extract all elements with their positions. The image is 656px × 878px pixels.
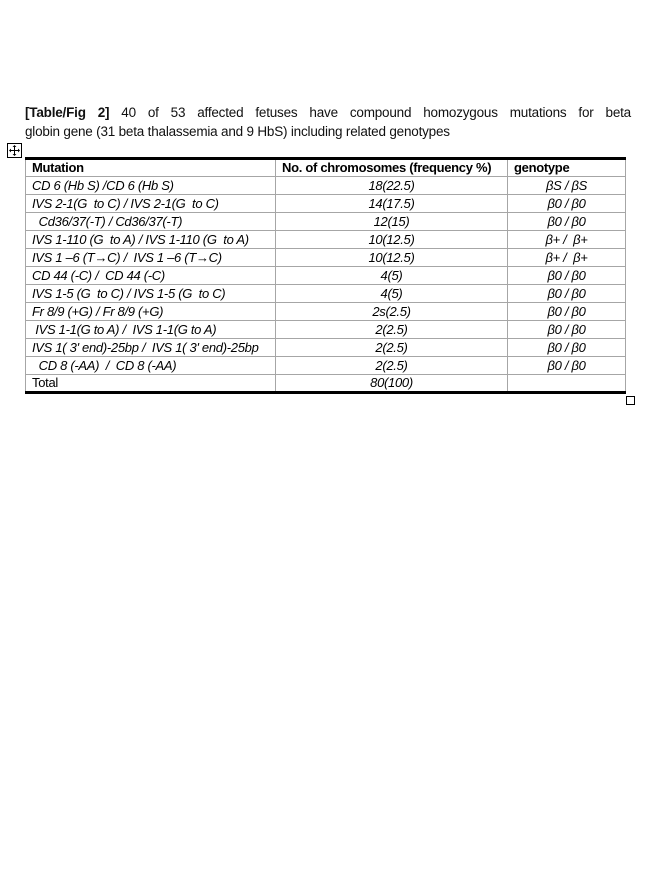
caption-line-2: globin gene (31 beta thalassemia and 9 HbS) including related genotypes [25, 124, 450, 139]
genotype-cell: β0 / β0 [508, 195, 626, 213]
mutation-cell: IVS 1-5 (G to C) / IVS 1-5 (G to C) [26, 285, 276, 303]
chromosomes-cell: 2s(2.5) [276, 303, 508, 321]
mutation-cell: CD 8 (-AA) / CD 8 (-AA) [26, 357, 276, 375]
table-row [26, 267, 626, 285]
table-header-row [26, 159, 626, 177]
table-row [26, 177, 626, 195]
table-row [26, 285, 626, 303]
chromosomes-cell: 10(12.5) [276, 231, 508, 249]
table-row [26, 249, 626, 267]
table-body [26, 177, 626, 393]
table-row [26, 321, 626, 339]
genotype-cell: β0 / β0 [508, 213, 626, 231]
column-header-chromosomes: No. of chromosomes (frequency %) [276, 159, 508, 177]
column-header-mutation: Mutation [26, 159, 276, 177]
genotype-cell: β0 / β0 [508, 267, 626, 285]
table-move-handle[interactable] [7, 143, 22, 158]
caption-line-1 [25, 103, 631, 122]
mutation-cell: CD 6 (Hb S) /CD 6 (Hb S) [26, 177, 276, 195]
caption-tag: [Table/Fig 2] [25, 105, 110, 120]
mutation-cell: IVS 1 –6 (T→C) / IVS 1 –6 (T→C) [26, 249, 276, 267]
chromosomes-cell: 18(22.5) [276, 177, 508, 195]
chromosomes-cell: 2(2.5) [276, 321, 508, 339]
table-row [26, 231, 626, 249]
genotype-cell: β0 / β0 [508, 357, 626, 375]
caption-text: 40 of 53 affected fetuses have compound homozygous mutations for beta [121, 105, 631, 120]
table-caption [25, 103, 631, 141]
column-header-genotype: genotype [508, 159, 626, 177]
chromosomes-cell: 2(2.5) [276, 339, 508, 357]
mutation-cell: IVS 1( 3' end)-25bp / IVS 1( 3' end)-25bp [26, 339, 276, 357]
table-row [26, 303, 626, 321]
chromosomes-cell: 2(2.5) [276, 357, 508, 375]
genotype-cell [508, 375, 626, 393]
move-cross-icon [9, 145, 20, 156]
table-row [26, 195, 626, 213]
genotype-cell: βS / βS [508, 177, 626, 195]
mutation-cell: Fr 8/9 (+G) / Fr 8/9 (+G) [26, 303, 276, 321]
chromosomes-cell: 4(5) [276, 267, 508, 285]
genotype-cell: β+ / β+ [508, 231, 626, 249]
mutations-table [25, 157, 626, 394]
mutation-cell: CD 44 (-C) / CD 44 (-C) [26, 267, 276, 285]
genotype-cell: β+ / β+ [508, 249, 626, 267]
mutation-cell: IVS 1-110 (G to A) / IVS 1-110 (G to A) [26, 231, 276, 249]
mutation-cell: IVS 1-1(G to A) / IVS 1-1(G to A) [26, 321, 276, 339]
mutation-cell: Cd36/37(-T) / Cd36/37(-T) [26, 213, 276, 231]
genotype-cell: β0 / β0 [508, 321, 626, 339]
table-total-row [26, 375, 626, 393]
mutation-cell: Total [26, 375, 276, 393]
chromosomes-cell: 12(15) [276, 213, 508, 231]
chromosomes-cell: 4(5) [276, 285, 508, 303]
table-resize-handle[interactable] [626, 396, 635, 405]
chromosomes-cell: 10(12.5) [276, 249, 508, 267]
chromosomes-cell: 80(100) [276, 375, 508, 393]
table-row [26, 357, 626, 375]
genotype-cell: β0 / β0 [508, 285, 626, 303]
table-row [26, 213, 626, 231]
table-row [26, 339, 626, 357]
genotype-cell: β0 / β0 [508, 339, 626, 357]
chromosomes-cell: 14(17.5) [276, 195, 508, 213]
mutation-cell: IVS 2-1(G to C) / IVS 2-1(G to C) [26, 195, 276, 213]
genotype-cell: β0 / β0 [508, 303, 626, 321]
